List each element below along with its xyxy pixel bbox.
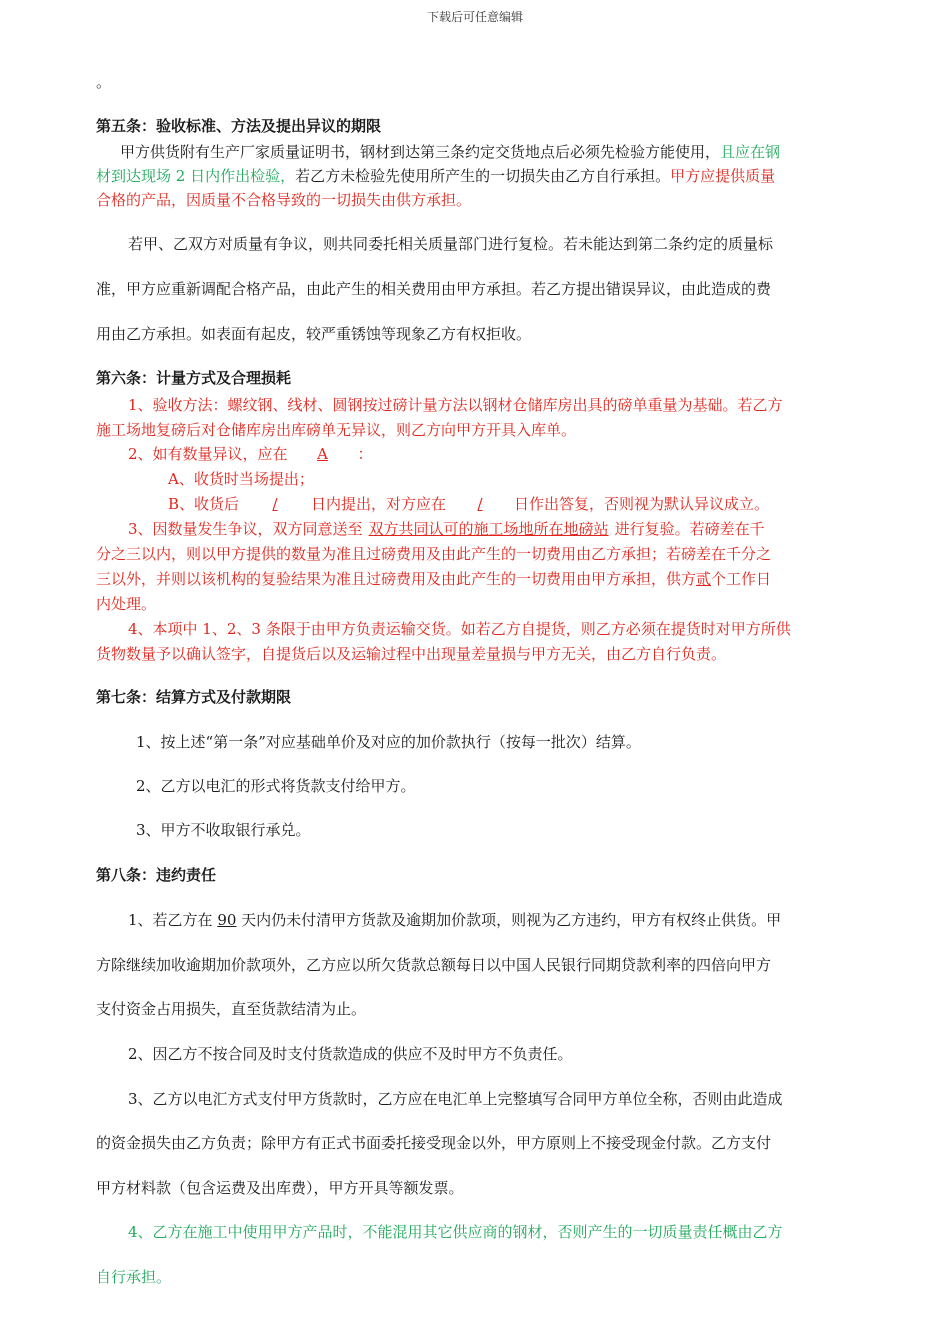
art8-item1-line3: 支付资金占用损失，直至货款结清为止。	[96, 1000, 367, 1018]
art6-item1-line1: 1、验收方法：螺纹钢、线材、圆钢按过磅计量方法以钢材仓储库房出具的磅单重量为基础。若乙方	[128, 396, 783, 414]
art6-item2: 2、如有数量异议，应在 A ：	[128, 445, 373, 463]
art5-p1-line2: 材到达现场 2 日内作出检验，若乙方未检验先使用所产生的一切损失由乙方自行承担。甲方应提供质量	[96, 167, 776, 185]
article-8-heading: 第八条：违约责任	[96, 866, 217, 884]
art6-item1-line2: 施工场地复磅后对仓储库房出库磅单无异议，则乙方向甲方开具入库单。	[96, 421, 577, 439]
art6-item-a: A、收货时当场提出；	[168, 470, 314, 488]
art6-item4-line1: 4、本项中 1、2、3 条限于由甲方负责运输交货。如若乙方自提货，则乙方必须在提货时对甲方所供	[128, 620, 791, 638]
page-header: 下载后可任意编辑	[426, 10, 523, 24]
art5-p2-line2: 准，甲方应重新调配合格产品，由此产生的相关费用由甲方承担。若乙方提出错误异议，由此造成的费	[96, 280, 772, 298]
art6-item3-line2: 分之三以内，则以甲方提供的数量为准且过磅费用及由此产生的一切费用由乙方承担；若磅差在千分之	[96, 545, 772, 563]
article-5-heading: 第五条：验收标准、方法及提出异议的期限	[96, 117, 382, 135]
art6-item2-fill: A	[317, 445, 328, 463]
article-7-heading: 第七条：结算方式及付款期限	[96, 688, 292, 706]
top-mark: 。	[96, 73, 112, 91]
art6-item3-fill: 双方共同认可的施工场地所在地磅站	[368, 520, 609, 538]
art7-item2: 2、乙方以电汇的形式将货款支付给甲方。	[136, 777, 416, 795]
art8-item4-line1: 4、乙方在施工中使用甲方产品时，不能混用其它供应商的钢材，否则产生的一切质量责任概由乙方	[128, 1223, 783, 1241]
art5-p1-line3: 合格的产品，因质量不合格导致的一切损失由供方承担。	[96, 191, 472, 209]
article-6-heading: 第六条：计量方式及合理损耗	[96, 369, 292, 387]
art8-days: 90	[217, 911, 237, 929]
art8-item3-line1: 3、乙方以电汇方式支付甲方货款时，乙方应在电汇单上完整填写合同甲方单位全称，否则由此造成	[128, 1090, 783, 1108]
art6-item-b-fill2: /	[477, 495, 483, 513]
art6-item4-line2: 货物数量予以确认签字，自提货后以及运输过程中出现量差量损与甲方无关，由乙方自行负责。	[96, 645, 727, 663]
art5-p2-line1: 若甲、乙双方对质量有争议，则共同委托相关质量部门进行复检。若未能达到第二条约定的质量标	[128, 235, 774, 253]
art8-item3-line2: 的资金损失由乙方负责；除甲方有正式书面委托接受现金以外，甲方原则上不接受现金付款。乙方支付	[96, 1134, 772, 1152]
art6-item-b: B、收货后 / 日内提出，对方应在 / 日作出答复，否则视为默认异议成立。	[168, 495, 770, 513]
art8-item3-line3: 甲方材料款（包含运费及出库费），甲方开具等额发票。	[96, 1179, 464, 1197]
art7-item3: 3、甲方不收取银行承兑。	[136, 821, 311, 839]
art5-p2-line3: 用由乙方承担。如表面有起皮，较严重锈蚀等现象乙方有权拒收。	[96, 325, 532, 343]
art6-item3-line3: 三以外，并则以该机构的复验结果为准且过磅费用及由此产生的一切费用由甲方承担，供方贰个工作日	[96, 570, 772, 588]
art6-item-b-fill1: /	[272, 495, 278, 513]
art8-item4-line2: 自行承担。	[96, 1268, 172, 1286]
art8-item2: 2、因乙方不按合同及时支付货款造成的供应不及时甲方不负责任。	[128, 1045, 573, 1063]
art7-item1: 1、按上述“第一条”对应基础单价及对应的加价款执行（按每一批次）结算。	[136, 733, 641, 751]
art8-item1-line1: 1、若乙方在 90 天内仍未付清甲方货款及逾期加价款项，则视为乙方违约，甲方有权终止供货。甲	[128, 911, 782, 929]
art8-item1-line2: 方除继续加收逾期加价款项外，乙方应以所欠货款总额每日以中国人民银行同期贷款利率的四倍向甲方	[96, 956, 772, 974]
art6-item3-line4: 内处理。	[96, 595, 157, 613]
art6-item3-line1: 3、因数量发生争议，双方同意送至 双方共同认可的施工场地所在地磅站 进行复验。若磅差在千	[128, 520, 765, 538]
art5-p1-line1: 甲方供货附有生产厂家质量证明书，钢材到达第三条约定交货地点后必须先检验方能使用，且应在钢	[120, 143, 781, 161]
